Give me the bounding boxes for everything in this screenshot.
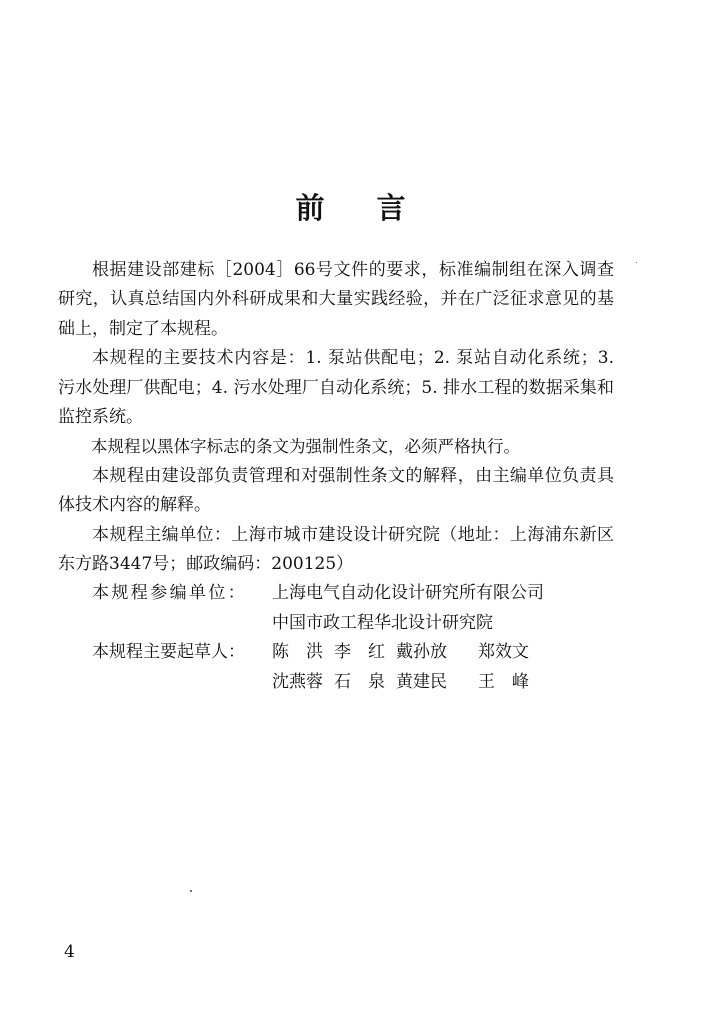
page-number: 4 xyxy=(64,942,75,962)
drafter-name: 黄建民 xyxy=(396,671,447,692)
paragraph-basis: 根据建设部建标［2004］66号文件的要求，标准编制组在深入调查研究，认真总结国内外科研成果和大量实践经验，并在广泛征求意见的基础上，制定了本规程。 xyxy=(58,260,614,339)
paragraph-main-content: 本规程的主要技术内容是：1. 泵站供配电；2. 泵站自动化系统；3. 污水处理厂供配电；4. 污水处理厂自动化系统；5. 排水工程的数据采集和监控系统。 xyxy=(58,348,614,428)
participants-row-2 xyxy=(58,609,614,638)
drafter-name: 王 峰 xyxy=(478,671,529,692)
participant-unit: 中国市政工程华北设计研究院 xyxy=(272,612,493,633)
drafter-names xyxy=(272,668,614,697)
drafter-names xyxy=(272,638,614,667)
title-char-2: 言 xyxy=(376,191,406,225)
drafter-name: 陈 洪 xyxy=(272,642,323,663)
drafters-row-2 xyxy=(58,668,614,697)
participant-unit: 上海电气自动化设计研究所有限公司 xyxy=(272,583,544,604)
participants-label: 本规程参编单位： xyxy=(92,583,248,604)
paragraph-chief-editor: 本规程主编单位：上海市城市建设设计研究院（地址：上海浦东新区东方路3447号；邮政编码：200125） xyxy=(58,524,614,575)
paragraph-mandatory-clauses: 本规程以黑体字标志的条文为强制性条文，必须严格执行。 xyxy=(91,437,520,457)
paragraph-management: 本规程由建设部负责管理和对强制性条文的解释，由主编单位负责具体技术内容的解释。 xyxy=(58,465,614,516)
title-char-1: 前 xyxy=(295,191,325,225)
page-title xyxy=(0,186,701,227)
scan-speck xyxy=(190,890,192,892)
drafters-label: 本规程主要起草人： xyxy=(92,642,245,663)
drafter-name: 郑效文 xyxy=(478,642,529,663)
drafters-row-1 xyxy=(58,638,614,667)
drafter-name: 李 红 xyxy=(334,642,385,663)
drafter-name: 沈燕蓉 xyxy=(272,671,323,692)
scan-speck xyxy=(636,262,637,263)
participants-row-1 xyxy=(58,579,614,608)
drafter-name: 石 泉 xyxy=(334,671,385,692)
drafter-name: 戴孙放 xyxy=(396,642,447,663)
preface-body xyxy=(58,256,614,697)
